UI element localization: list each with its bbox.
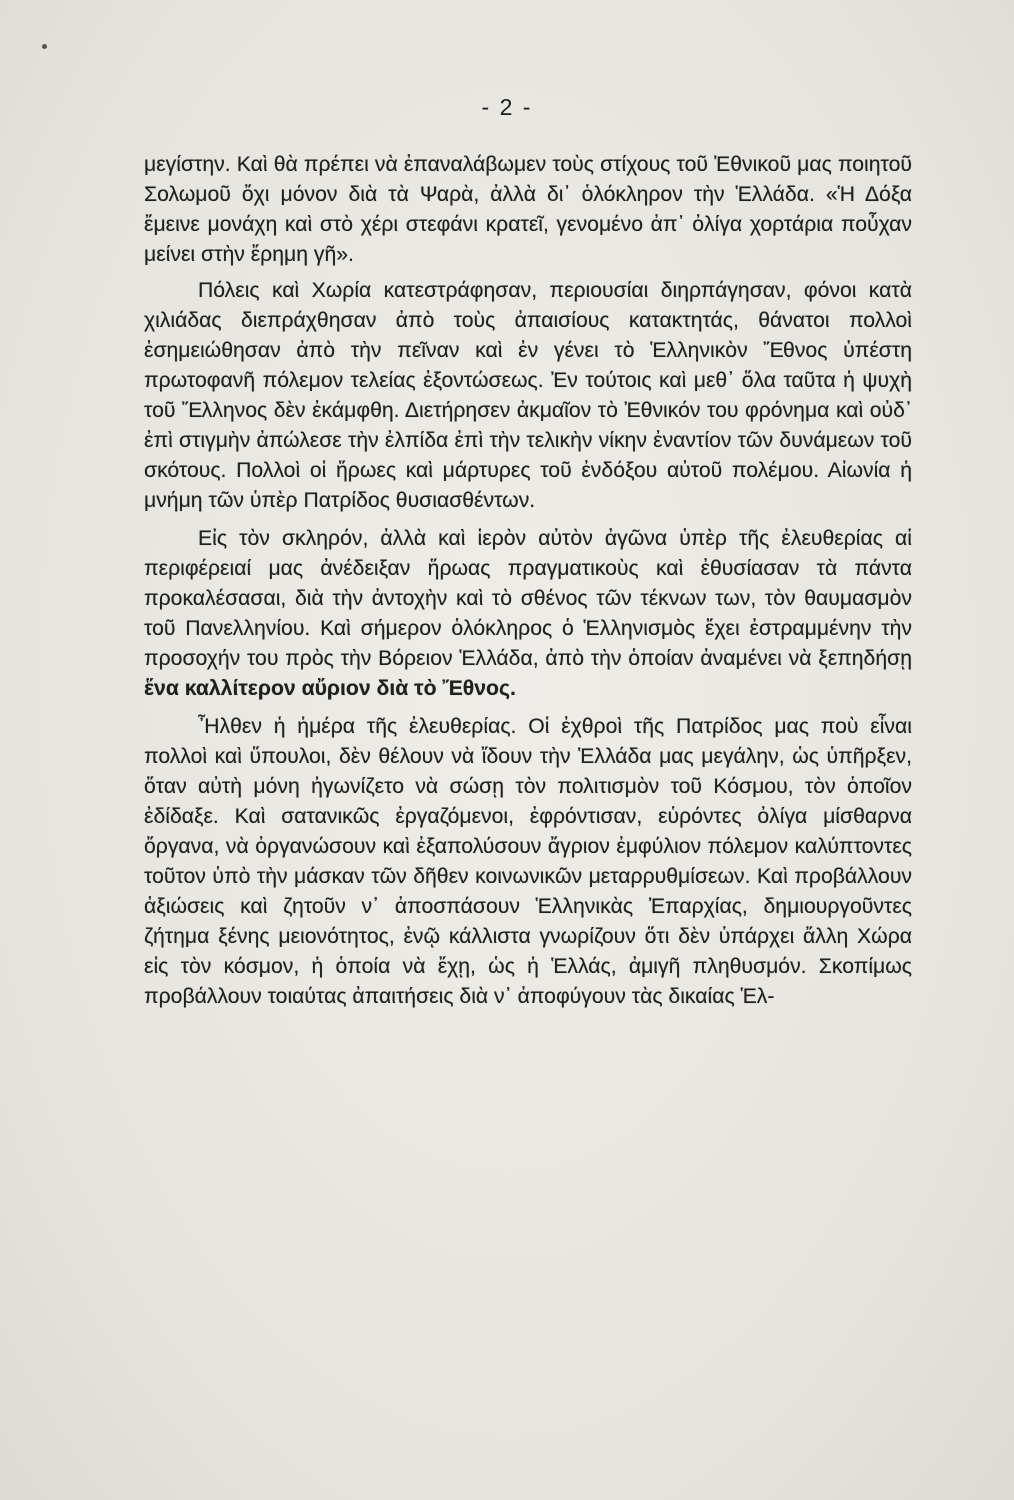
body-text <box>144 150 912 1020</box>
paragraph-4: Ἦλθεν ἡ ἡμέρα τῆς ἐλευθερίας. Οἱ ἐχθροὶ τῆς Πατρίδος μας ποὺ εἶναι πολλοὶ καὶ ὕπουλοι, δὲν θέλουν νὰ ἴδουν τὴν Ἑλλάδα μας μεγάλην, ὡς ὑπῆρξεν, ὅταν αὐτὴ μόνη ἠγωνίζετο νὰ σώσῃ τὸν πολιτισμὸν τοῦ Κόσμου, τὸν ὁποῖον ἐδίδαξε. Καὶ σατανικῶς ἐργαζόμενοι, ἐφρόντισαν, εὑρόντες ὀλίγα μίσθαρνα ὄργανα, νὰ ὀργανώσουν καὶ ἐξαπολύσουν ἄγριον ἐμφύλιον πόλεμον καλύπτοντες τοῦτον ὑπὸ τὴν μάσκαν τῶν δῆθεν κοινωνικῶν μεταρρυθμίσεων. Καὶ προβάλλουν ἀξιώσεις καὶ ζητοῦν ν᾽ ἀποσπάσουν Ἑλληνικὰς Ἐπαρχίας, δημιουργοῦντες ζήτημα ξένης μειονότητος, ἐνῷ κάλλιστα γνωρίζουν ὅτι δὲν ὑπάρχει ἄλλη Χώρα εἰς τὸν κόσμον, ἡ ὁποία νὰ ἔχῃ, ὡς ἡ Ἑλλάς, ἀμιγῆ πληθυσμόν. Σκοπίμως προβάλλουν τοιαύτας ἀπαιτήσεις διὰ ν᾽ ἀποφύγουν τὰς δικαίας Ἑλ- <box>144 715 912 1008</box>
paper-speck <box>42 44 47 49</box>
paragraph-3-text: Εἰς τὸν σκληρόν, ἀλλὰ καὶ ἱερὸν αὐτὸν ἀγῶνα ὑπὲρ τῆς ἐλευθερίας αἱ περιφέρειαί μας ἀνέδειξαν ἥρωας πραγματικοὺς καὶ ἐθυσίασαν τὰ πάντα προκαλέσασαι, διὰ τὴν ἀντοχὴν καὶ τὸ σθένος τῶν τέκνων των, τὸν θαυμασμὸν τοῦ Πανελληνίου. Καὶ σήμερον ὁλόκληρος ὁ Ἑλληνισμὸς ἔχει ἐστραμμένην τὴν προσοχήν του πρὸς τὴν Βόρειον Ἑλλάδα, ἀπὸ τὴν ὁποίαν ἀναμένει νὰ ξεπηδήσῃ <box>144 527 912 670</box>
paragraph-2: Πόλεις καὶ Χωρία κατεστράφησαν, περιουσίαι διηρπάγησαν, φόνοι κατὰ χιλιάδας διεπράχθησαν ἀπὸ τοὺς ἀπαισίους κατακτητάς, θάνατοι πολλοὶ ἐσημειώθησαν ἀπὸ τὴν πεῖναν καὶ ἐν γένει τὸ Ἑλληνικὸν Ἔθνος ὑπέστη πρωτοφανῆ πόλεμον τελείας ἐξοντώσεως. Ἐν τούτοις καὶ μεθ᾽ ὅλα ταῦτα ἡ ψυχὴ τοῦ Ἕλληνος δὲν ἐκάμφθη. Διετήρησεν ἀκμαῖον τὸ Ἐθνικόν του φρόνημα καὶ οὐδ᾽ ἐπὶ στιγμὴν ἀπώλεσε τὴν ἐλπίδα ἐπὶ τὴν τελικὴν νίκην ἐναντίον τῶν δυνάμεων τοῦ σκότους. Πολλοὶ οἱ ἥρωες καὶ μάρτυρες τοῦ ἐνδόξου αὐτοῦ πολέμου. Αἰωνία ἡ μνήμη τῶν ὑπὲρ Πατρίδος θυσιασθέντων. <box>144 279 912 512</box>
paragraph-3 <box>144 524 912 704</box>
paragraph-1: μεγίστην. Καὶ θὰ πρέπει νὰ ἐπαναλάβωμεν τοὺς στίχους τοῦ Ἐθνικοῦ μας ποιητοῦ Σολωμοῦ ὄχι μόνον διὰ τὰ Ψαρὰ, ἀλλὰ δι᾽ ὁλόκληρον τὴν Ἑλλάδα. «Ἡ Δόξα ἔμεινε μονάχη καὶ στὸ χέρι στεφάνι κρατεῖ, γενομένο ἀπ᾽ ὀλίγα χορτάρια ποὖχαν μείνει στὴν ἔρημη γῆ». <box>144 153 912 266</box>
page-number: - 2 - <box>481 94 533 120</box>
paragraph-3-bold-tail: ἕνα καλλίτερον αὔριον διὰ τὸ Ἔθνος. <box>144 677 516 700</box>
